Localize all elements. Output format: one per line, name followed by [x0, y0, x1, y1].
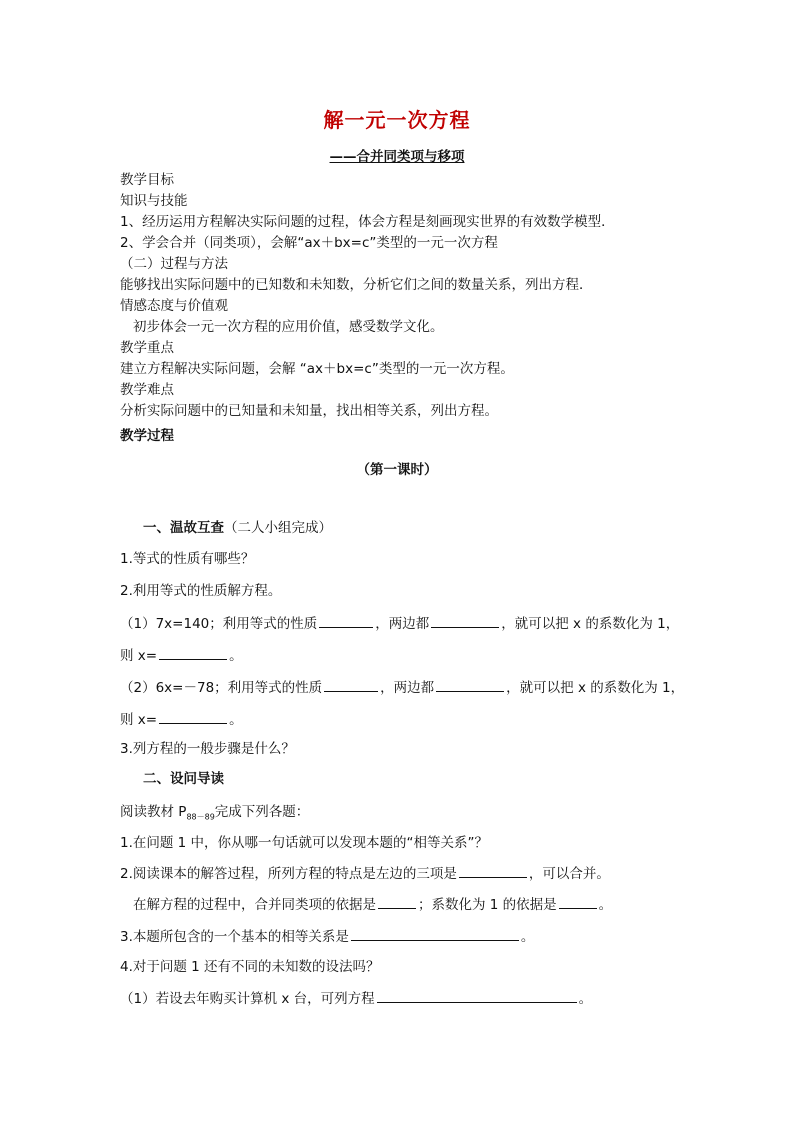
answer-blank[interactable]: [436, 678, 504, 692]
heading-key-points: 教学重点: [120, 340, 174, 356]
question-2b-part1: （2）6x=－78；利用等式的性质: [120, 680, 323, 696]
question-2a: [120, 614, 679, 633]
question-2a-part4: 则 x=: [120, 648, 158, 664]
answer-blank[interactable]: [319, 614, 373, 628]
reading-question-2-cont-part3: 。: [598, 897, 613, 913]
reading-question-4-sub1: [120, 989, 592, 1008]
answer-blank[interactable]: [431, 614, 499, 628]
reading-question-2-cont-part2: ；系数化为 1 的依据是: [418, 897, 557, 913]
answer-blank[interactable]: [159, 710, 227, 724]
key-points-text: 建立方程解决实际问题，会解 “ax＋bx=c”类型的一元一次方程。: [120, 361, 514, 377]
answer-blank[interactable]: [159, 646, 227, 660]
process-method-text: 能够找出实际问题中的已知数和未知数，分析它们之间的数量关系，列出方程．: [120, 277, 593, 293]
section-1-note: （二人小组完成）: [224, 520, 332, 536]
question-2a-part3: ，就可以把 x 的系数化为 1，: [501, 616, 680, 632]
document-subtitle: ——合并同类项与移项: [329, 149, 465, 165]
answer-blank[interactable]: [559, 895, 597, 909]
heading-process-method: （二）过程与方法: [120, 256, 228, 272]
reading-question-2-part2: ，可以合并。: [528, 866, 610, 882]
section-1-title: 一、温故互查: [143, 520, 224, 536]
answer-blank[interactable]: [324, 678, 378, 692]
reading-instruction-part1: 阅读教材 P: [120, 804, 187, 820]
heading-difficulties: 教学难点: [120, 382, 174, 398]
reading-question-3-part1: 3.本题所包含的一个基本的相等关系是: [120, 929, 349, 945]
document-title: 解一元一次方程: [323, 108, 471, 132]
heading-attitude-values: 情感态度与价值观: [120, 298, 228, 314]
question-2a-part5: 。: [229, 648, 243, 664]
reading-question-2-cont-part1: 在解方程的过程中，合并同类项的依据是: [133, 897, 376, 913]
question-2a-cont: [120, 646, 243, 665]
goal-item-2: 2、学会合并（同类项），会解“ax＋bx=c”类型的一元一次方程: [120, 235, 498, 251]
heading-teaching-goals: 教学目标: [120, 172, 174, 188]
reading-page-range: 88－89: [186, 812, 215, 822]
question-2b: [120, 678, 684, 697]
question-2a-part2: ，两边都: [375, 616, 430, 632]
goal-item-1: 1、经历运用方程解决实际问题的过程，体会方程是刻画现实世界的有效数学模型．: [120, 214, 615, 230]
question-2b-part4: 则 x=: [120, 712, 158, 728]
reading-instruction-part2: 完成下列各题：: [214, 804, 310, 820]
section-1-heading: [143, 519, 332, 537]
reading-question-4-sub1-part1: （1）若设去年购买计算机 x 台，可列方程: [120, 991, 375, 1007]
reading-question-3: [120, 927, 534, 946]
reading-question-4: 4.对于问题 1 还有不同的未知数的设法吗？: [120, 959, 380, 975]
reading-question-2: [120, 864, 610, 883]
question-2b-cont: [120, 710, 243, 729]
attitude-values-text: 初步体会一元一次方程的应用价值，感受数学文化。: [133, 319, 444, 335]
heading-teaching-process: 教学过程: [120, 428, 174, 444]
question-2b-part2: ，两边都: [380, 680, 435, 696]
section-2-heading: 二、设问导读: [143, 771, 224, 787]
question-2a-part1: （1）7x=140；利用等式的性质: [120, 616, 318, 632]
question-2b-part5: 。: [229, 712, 243, 728]
question-1: 1.等式的性质有哪些？: [120, 551, 255, 567]
reading-question-3-part2: 。: [520, 929, 535, 945]
reading-question-4-sub1-part2: 。: [578, 991, 593, 1007]
question-2: 2.利用等式的性质解方程。: [120, 583, 282, 599]
difficulties-text: 分析实际问题中的已知量和未知量，找出相等关系，列出方程。: [120, 403, 498, 419]
question-2b-part3: ，就可以把 x 的系数化为 1，: [506, 680, 685, 696]
question-3: 3.列方程的一般步骤是什么？: [120, 741, 295, 757]
reading-question-2-cont: [133, 895, 612, 914]
reading-question-2-part1: 2.阅读课本的解答过程，所列方程的特点是左边的三项是: [120, 866, 457, 882]
answer-blank[interactable]: [378, 895, 416, 909]
heading-knowledge-skills: 知识与技能: [120, 193, 188, 209]
reading-instruction: [120, 803, 309, 827]
lesson-period: （第一课时）: [356, 462, 438, 478]
answer-blank[interactable]: [351, 927, 519, 941]
reading-question-1: 1.在问题 1 中，你从哪一句话就可以发现本题的“相等关系”？: [120, 835, 489, 851]
answer-blank[interactable]: [459, 864, 527, 878]
answer-blank[interactable]: [377, 989, 577, 1003]
